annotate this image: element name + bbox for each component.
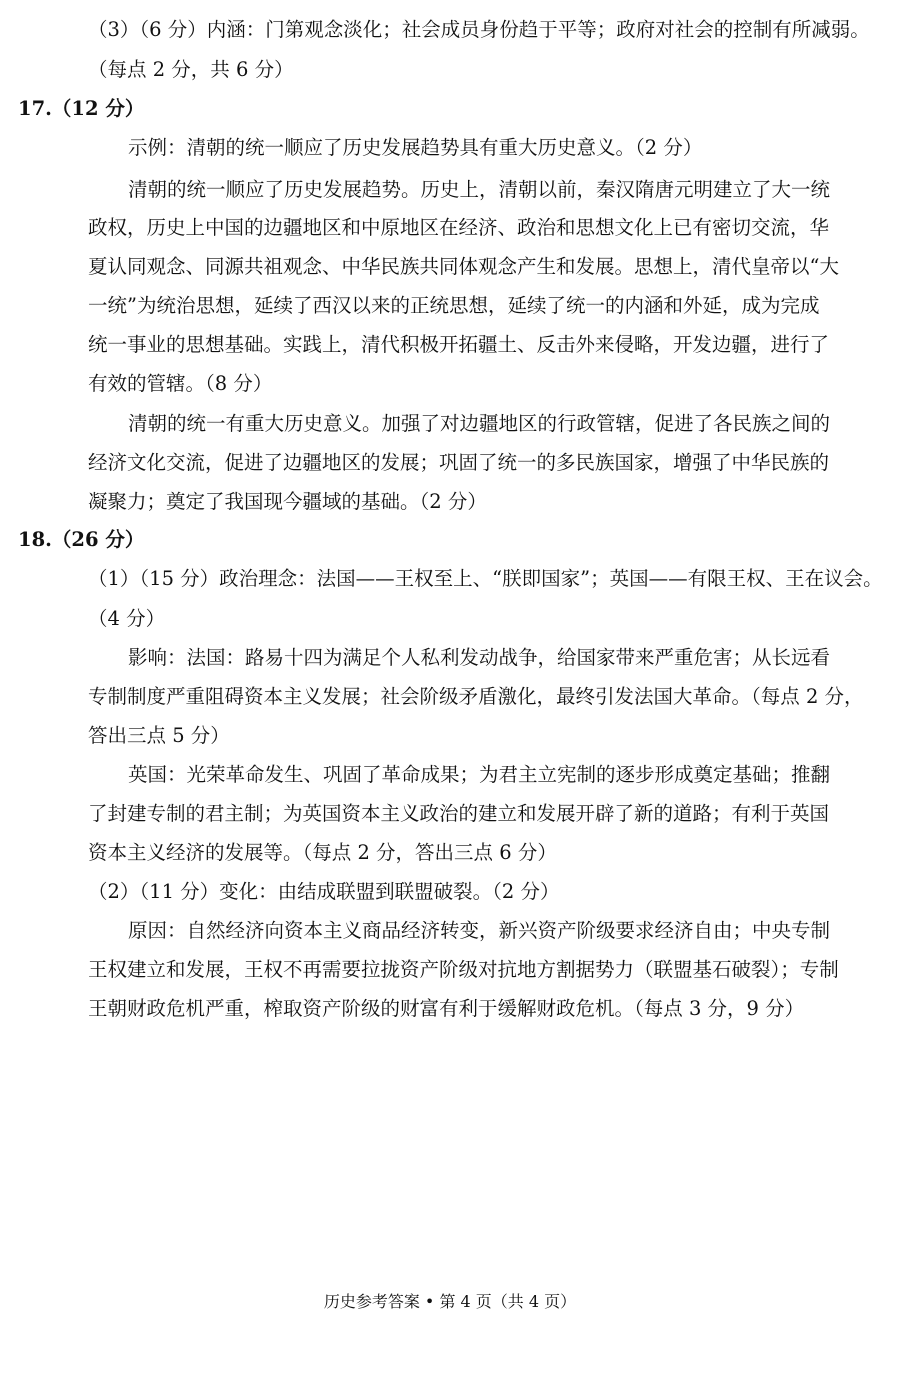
q18-1-england-line2: 了封建专制的君主制；为英国资本主义政治的建立和发展开辟了新的道路；有利于英国 [88,802,830,825]
q17-para2-line2: 经济文化交流，促进了边疆地区的发展；巩固了统一的多民族国家，增强了中华民族的 [88,451,830,474]
question-17-heading: 17.（12 分） [18,97,145,120]
q18-1-england-line3: 资本主义经济的发展等。（每点 2 分，答出三点 6 分） [88,841,557,864]
q18-2-change: （2）（11 分）变化：由结成联盟到联盟破裂。（2 分） [88,880,560,903]
q17-example: 示例：清朝的统一顺应了历史发展趋势具有重大历史意义。（2 分） [128,136,703,159]
q17-para1-line5: 统一事业的思想基础。实践上，清代积极开拓疆土、反击外来侵略，开发边疆，进行了 [88,333,830,356]
q18-1-concept: （1）（15 分）政治理念：法国——王权至上、“朕即国家”；英国——有限王权、王在议会。 [88,567,883,590]
answer-line-3-1: （3）（6 分）内涵：门第观念淡化；社会成员身份趋于平等；政府对社会的控制有所减弱。 [88,18,870,41]
q17-para2-line1: 清朝的统一有重大历史意义。加强了对边疆地区的行政管辖，促进了各民族之间的 [128,412,831,435]
q18-1-concept-score: （4 分） [88,607,166,630]
question-18-heading: 18.（26 分） [18,528,145,551]
q18-1-impact-line3: 答出三点 5 分） [88,724,230,747]
page-footer: 历史参考答案 • 第 4 页（共 4 页） [323,1292,577,1311]
q17-para2-line3: 凝聚力；奠定了我国现今疆域的基础。（2 分） [88,490,487,513]
q18-2-reason-line3: 王朝财政危机严重，榨取资产阶级的财富有利于缓解财政危机。（每点 3 分，9 分） [88,997,805,1020]
q17-para1-line6: 有效的管辖。（8 分） [88,372,273,395]
q17-para1-line1: 清朝的统一顺应了历史发展趋势。历史上，清朝以前，秦汉隋唐元明建立了大一统 [128,178,831,201]
q18-1-england-line1: 英国：光荣革命发生、巩固了革命成果；为君主立宪制的逐步形成奠定基础；推翻 [128,763,831,786]
q18-2-reason-line2: 王权建立和发展，王权不再需要拉拢资产阶级对抗地方割据势力（联盟基石破裂）；专制 [88,958,839,981]
q18-1-impact-line1: 影响：法国：路易十四为满足个人私利发动战争，给国家带来严重危害；从长远看 [128,646,831,669]
q17-para1-line3: 夏认同观念、同源共祖观念、中华民族共同体观念产生和发展。思想上，清代皇帝以“大 [88,255,839,278]
q18-2-reason-line1: 原因：自然经济向资本主义商品经济转变，新兴资产阶级要求经济自由；中央专制 [128,919,831,942]
q17-para1-line2: 政权，历史上中国的边疆地区和中原地区在经济、政治和思想文化上已有密切交流，华 [88,216,830,239]
q17-para1-line4: 一统”为统治思想，延续了西汉以来的正统思想，延续了统一的内涵和外延，成为完成 [88,294,820,317]
answer-line-3-2: （每点 2 分，共 6 分） [88,58,294,81]
q18-1-impact-line2: 专制制度严重阻碍资本主义发展；社会阶级矛盾激化，最终引发法国大革命。（每点 2 分， [88,685,864,708]
